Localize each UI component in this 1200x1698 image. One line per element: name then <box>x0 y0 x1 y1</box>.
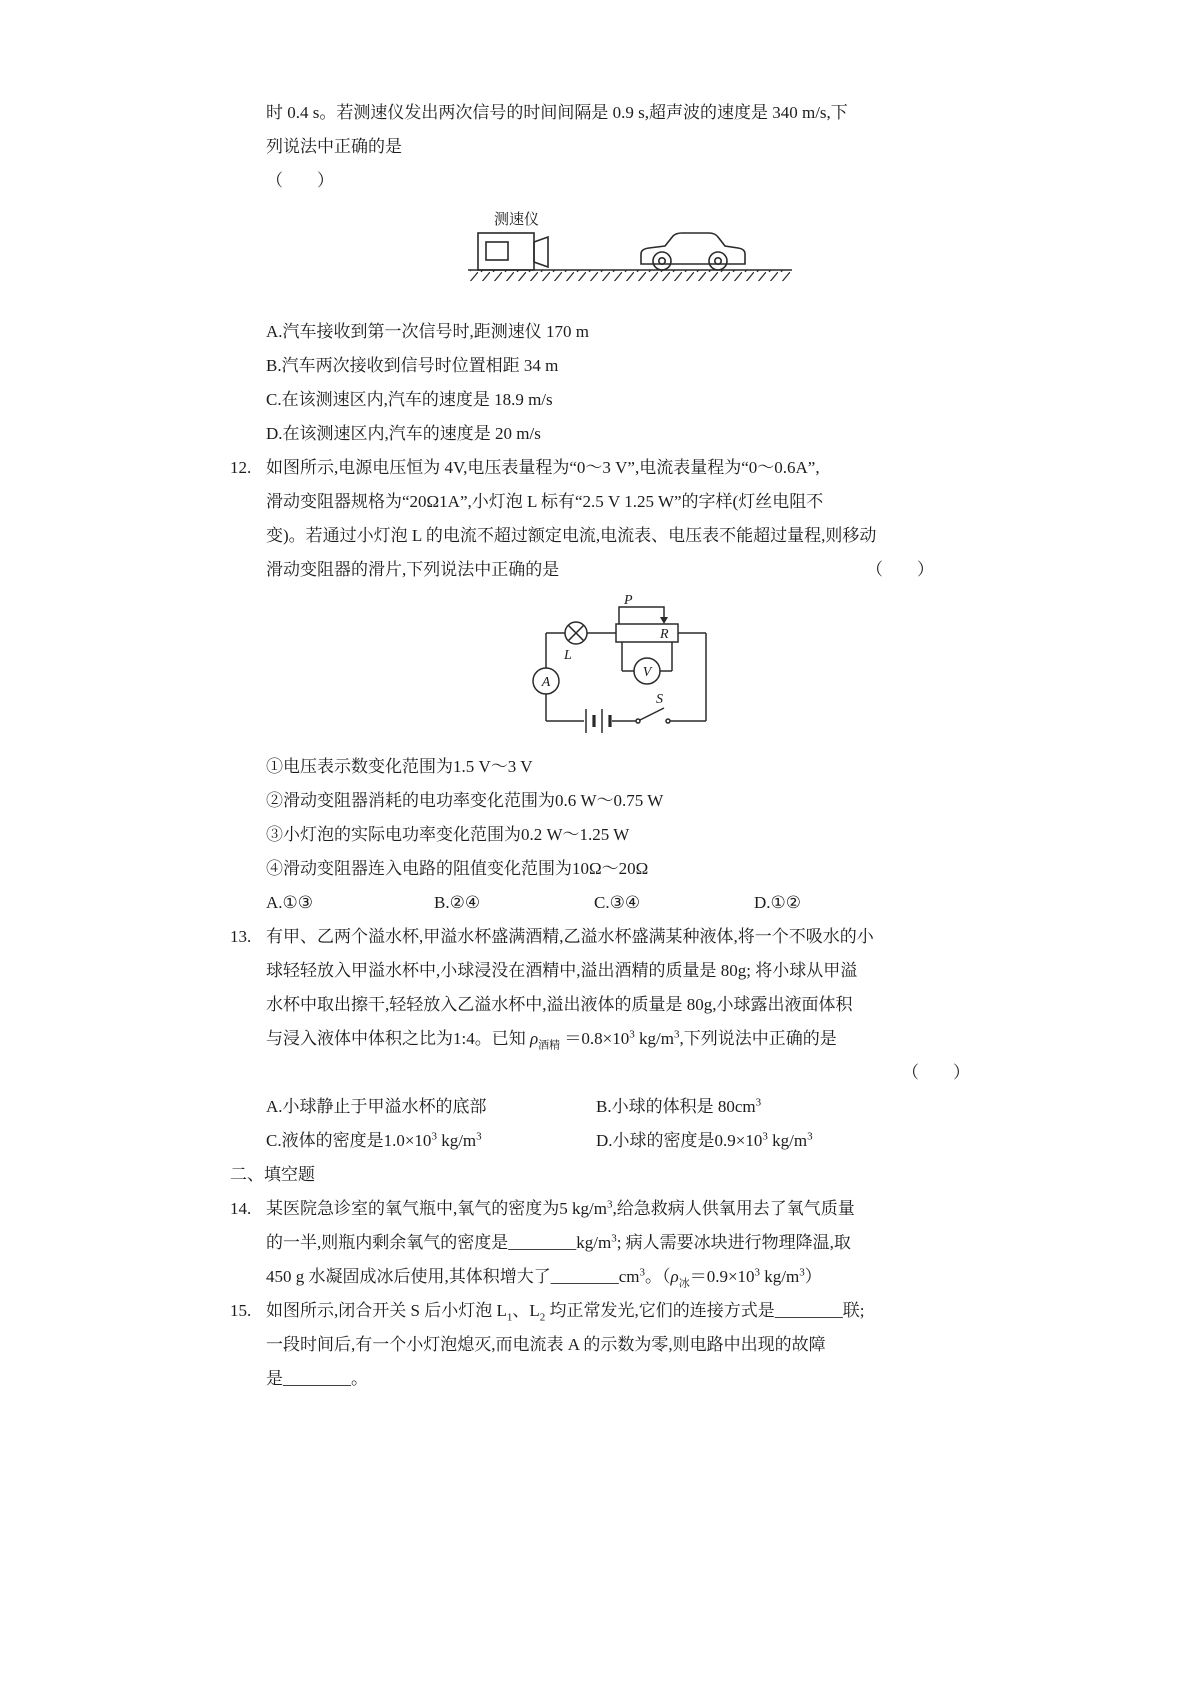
q11-option-c: C.在该测速区内,汽车的速度是 18.9 m/s <box>266 390 553 409</box>
q12-statement-2: ②滑动变阻器消耗的电功率变化范围为0.6 W～0.75 W <box>266 791 664 810</box>
speed-camera-scene-svg <box>466 206 796 306</box>
q11-answer-bracket: （ ） <box>266 171 334 190</box>
q13-option-d: D.小球的密度是$0.9\times 10^3$ $kg/m^3$ <box>596 1130 813 1150</box>
q11-option-d: D.在该测速区内,汽车的速度是 20 m/s <box>266 424 541 443</box>
question-13 <box>230 920 982 1158</box>
car-icon <box>641 233 745 270</box>
ground-hatching <box>470 270 790 281</box>
resistor-label-r: R <box>660 627 669 642</box>
battery-icon <box>586 709 610 733</box>
lamp-label-l: L <box>564 648 572 663</box>
q12-option-b: B.②④ <box>434 893 481 912</box>
q13-option-c: C.液体的密度是$1.0\times 10^3$ $kg/m^3$ <box>266 1130 482 1150</box>
q12-option-a: A.①③ <box>266 893 314 912</box>
q14-text-line-3: 450 g 水凝固成冰后使用,其体积增大了$\_\_\_\_\_\_\_\_cm^3$。（$\rho_冰=0.9\times 10^3$ $kg/m^3$） <box>266 1266 822 1290</box>
q12-answer-bracket: （ ） <box>866 560 934 579</box>
q15-text-line-3: 是________。 <box>266 1369 368 1388</box>
speed-camera-label: 测速仪 <box>494 212 540 228</box>
switch-icon <box>636 708 670 723</box>
ground-line <box>468 270 792 281</box>
q15-text-line-2: 一段时间后,有一个小灯泡熄灭,而电流表 A 的示数为零,则电路中出现的故障 <box>266 1335 826 1354</box>
rheostat-icon <box>616 607 678 642</box>
q12-text-line-4-text: 滑动变阻器的滑片,下列说法中正确的是 <box>266 560 560 579</box>
question-11 <box>230 96 982 451</box>
q12-number: 12. <box>230 458 252 477</box>
q11-text-line-2: 列说法中正确的是 <box>266 137 402 156</box>
switch-label-s: S <box>656 692 663 707</box>
q13-text-line-2: 球轻轻放入甲溢水杯中,小球浸没在酒精中,溢出酒精的质量是 80g; 将小球从甲溢 <box>266 961 858 980</box>
slider-label-p: P <box>624 593 633 608</box>
q13-option-b: B.小球的体积是 $80cm^3$ <box>596 1096 762 1116</box>
q11-option-a: A.汽车接收到第一次信号时,距测速仪 170 m <box>266 322 589 341</box>
q12-text-line-2: 滑动变阻器规格为“20Ω1A”,小灯泡 L 标有“2.5 V 1.25 W”的字样(灯丝电阻不 <box>266 492 824 511</box>
q13-text-line-3: 水杯中取出擦干,轻轻放入乙溢水杯中,溢出液体的质量是 80g,小球露出液面体积 <box>266 995 853 1014</box>
q13-text-line-4: 与浸入液体中体积之比为1:4。已知 $\rho_{酒精} =0.8\times 10^3$ $kg/m^3$,下列说法中正确的是 <box>266 1028 837 1052</box>
q13-answer-bracket: （ ） <box>902 1063 970 1082</box>
question-14 <box>230 1192 982 1294</box>
q13-options-row-1 <box>266 1090 982 1124</box>
q12-statement-4: ④滑动变阻器连入电路的阻值变化范围为10Ω～20Ω <box>266 859 649 878</box>
q15-text-line-1: 如图所示,闭合开关 S 后小灯泡 $L_1$、$L_2$ 均正常发光,它们的连接方式是________联; <box>266 1301 865 1324</box>
q12-statement-1: ①电压表示数变化范围为1.5 V～3 V <box>266 757 533 776</box>
q12-figure-circuit <box>516 593 982 748</box>
speed-camera-icon <box>478 233 548 270</box>
q12-option-d: D.①② <box>754 893 802 912</box>
lamp-icon <box>565 622 587 644</box>
q15-number: 15. <box>230 1301 252 1320</box>
question-15 <box>230 1294 982 1396</box>
q12-option-c: C.③④ <box>594 893 641 912</box>
q12-text-line-3: 变)。若通过小灯泡 L 的电流不超过额定电流,电流表、电压表不能超过量程,则移动 <box>266 526 877 545</box>
circuit-diagram-svg <box>516 593 736 743</box>
q11-option-b: B.汽车两次接收到信号时位置相距 34 m <box>266 356 559 375</box>
q12-options-row <box>266 886 982 920</box>
q11-text-line-1: 时 0.4 s。若测速仪发出两次信号的时间间隔是 0.9 s,超声波的速度是 340 m/s,下 <box>266 103 848 122</box>
q14-number: 14. <box>230 1199 252 1218</box>
q14-text-line-1: 某医院急诊室的氧气瓶中,氧气的密度为5 $kg/m^3$,给急救病人供氧用去了氧气质量 <box>266 1198 855 1218</box>
section-header-fill-in-blanks: 二、填空题 <box>230 1165 315 1184</box>
question-12 <box>230 451 982 920</box>
page-content <box>230 96 982 1396</box>
q13-text-line-1: 有甲、乙两个溢水杯,甲溢水杯盛满酒精,乙溢水杯盛满某种液体,将一个不吸水的小 <box>266 927 874 946</box>
q13-options-row-2 <box>266 1124 982 1158</box>
q12-statement-3: ③小灯泡的实际电功率变化范围为0.2 W～1.25 W <box>266 825 630 844</box>
q14-text-line-2: 的一半,则瓶内剩余氧气的密度是$\_\_\_\_\_\_\_\_kg/m^3$; 病人需要冰块进行物理降温,取 <box>266 1232 851 1252</box>
q13-number: 13. <box>230 927 252 946</box>
slider-arrow-icon <box>660 617 668 624</box>
q12-text-line-1: 如图所示,电源电压恒为 4V,电压表量程为“0～3 V”,电流表量程为“0～0.6A”, <box>266 458 820 477</box>
q13-option-a: A.小球静止于甲溢水杯的底部 <box>266 1097 487 1116</box>
q11-figure-speed-camera-scene <box>466 206 982 311</box>
ammeter-label-a: A <box>541 675 551 690</box>
q12-text-line-4 <box>266 553 982 587</box>
voltmeter-label-v: V <box>642 665 652 680</box>
